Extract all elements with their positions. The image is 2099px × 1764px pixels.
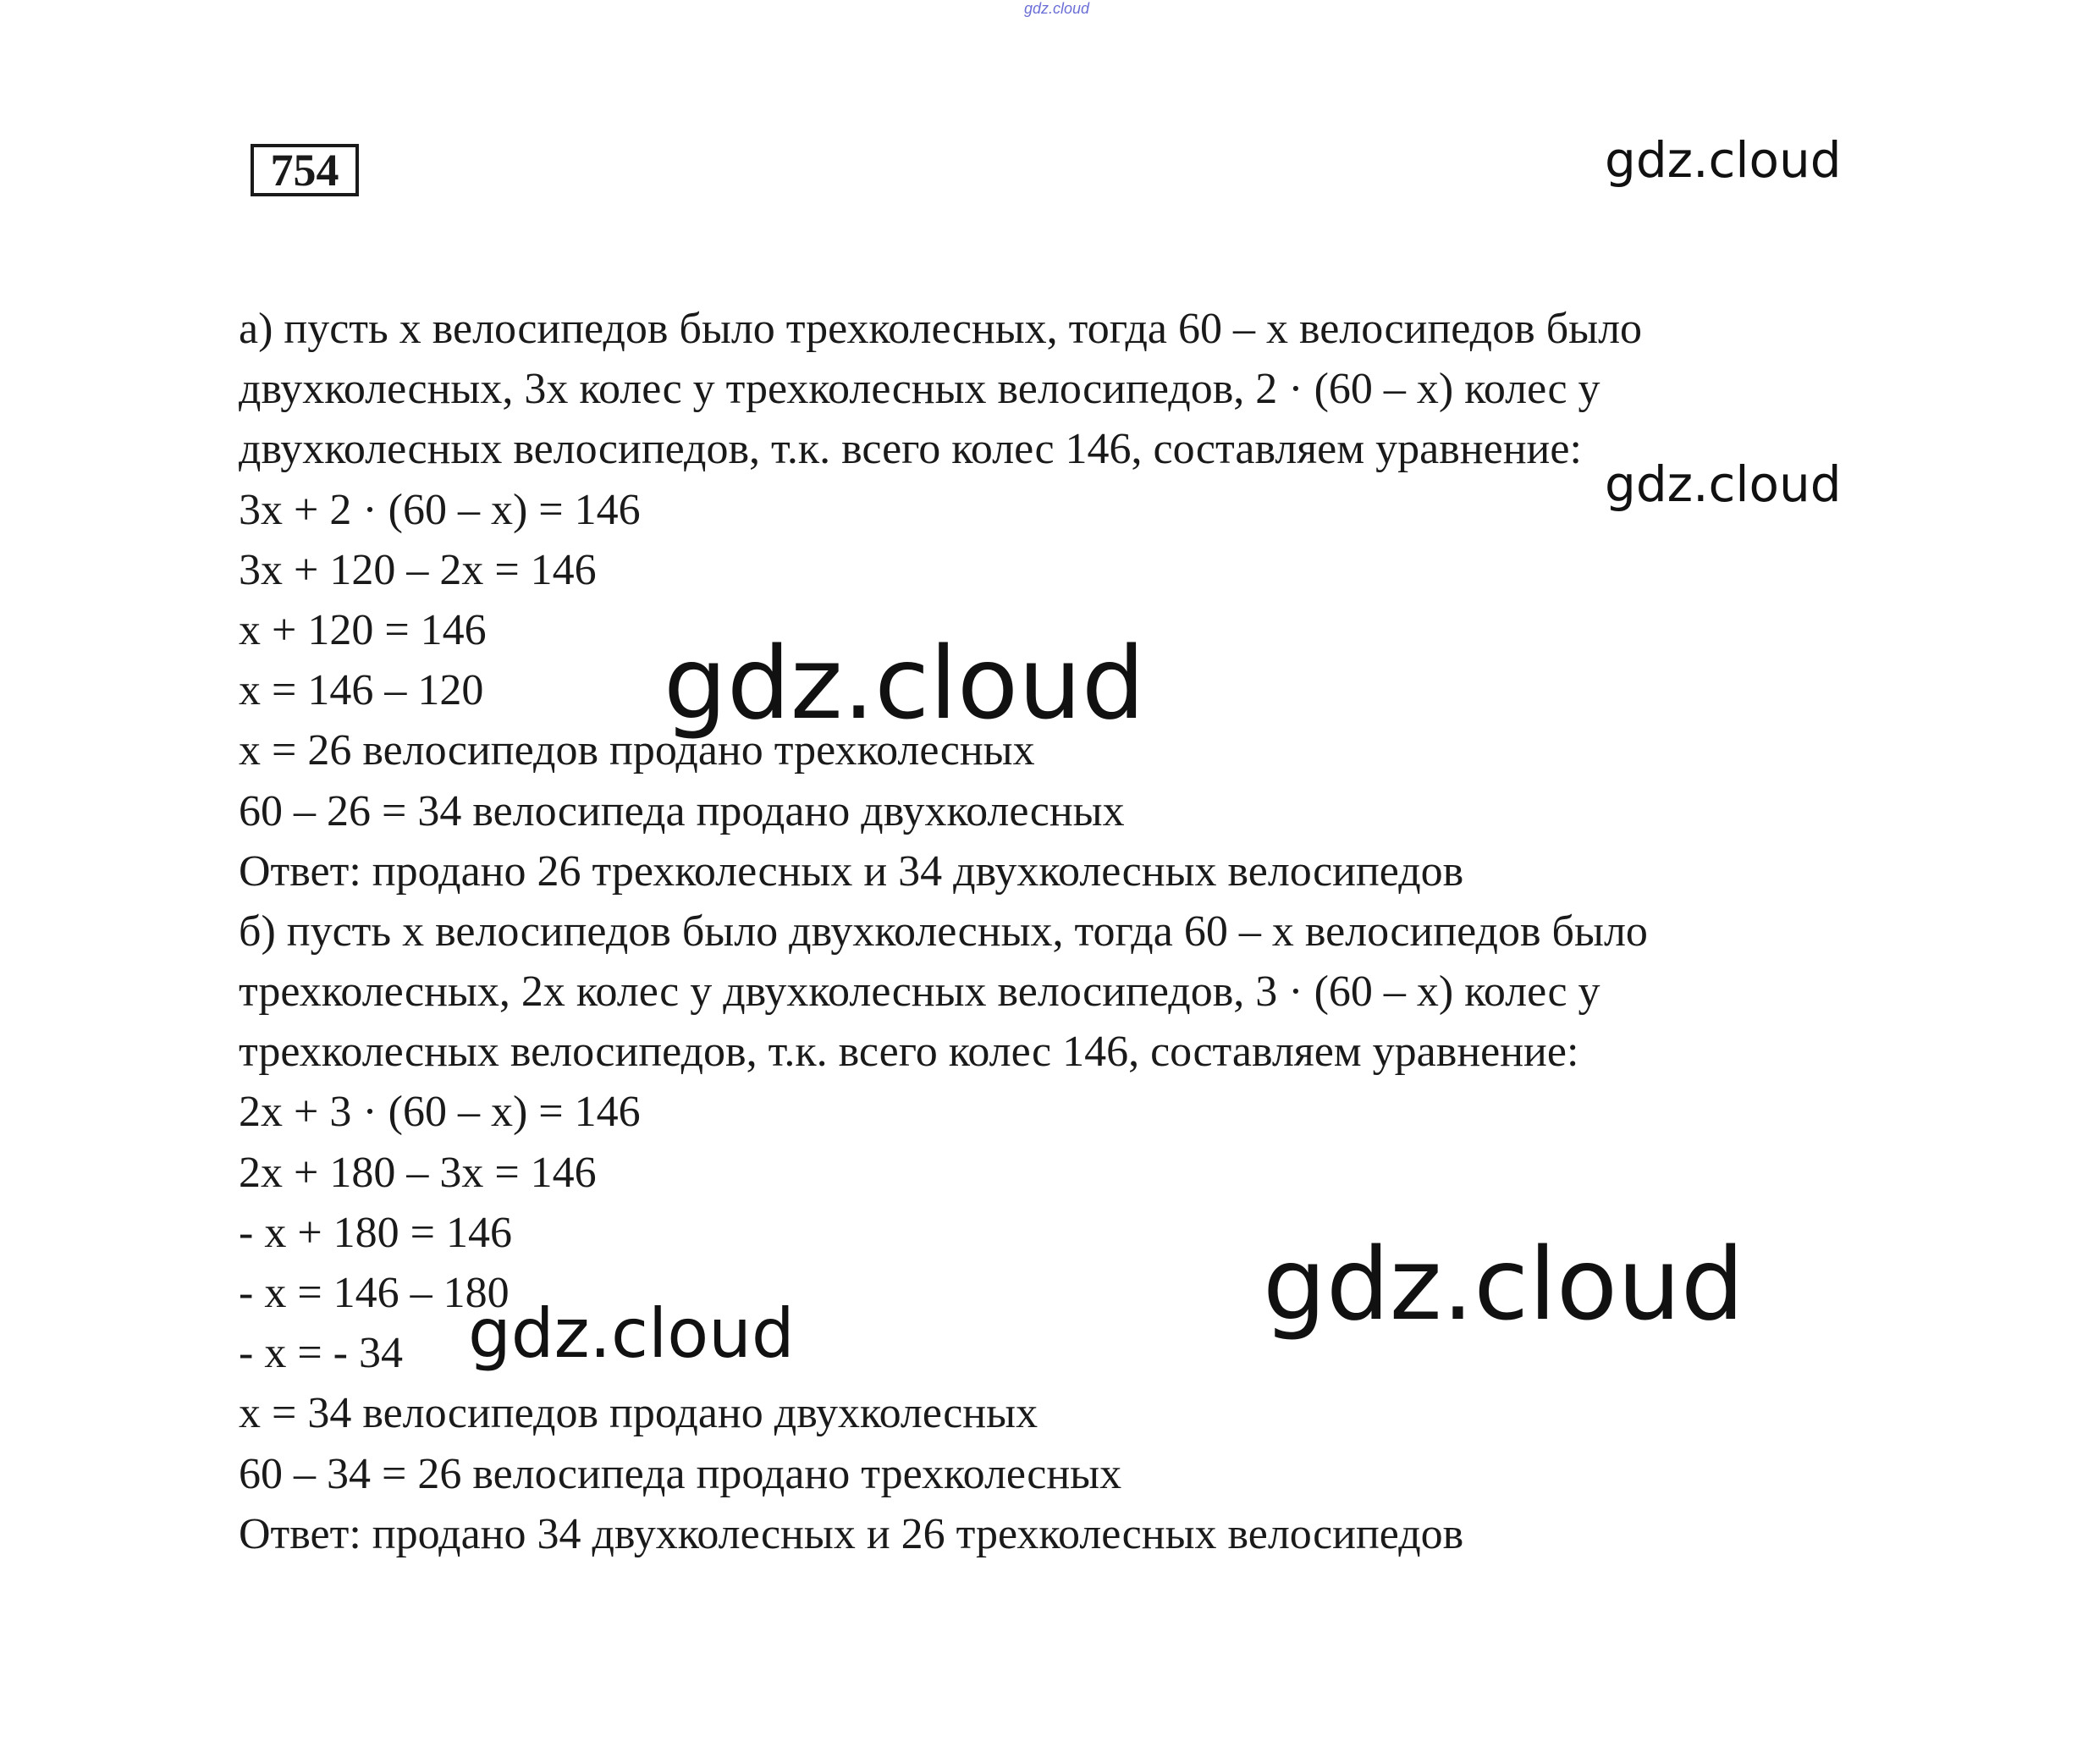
answer-line: Ответ: продано 26 трехколесных и 34 двухколесных велосипедов <box>239 846 1464 896</box>
watermark: gdz.cloud <box>664 625 1145 741</box>
result-line: 60 – 26 = 34 велосипеда продано двухколесных <box>239 786 1125 835</box>
result-line: х = 34 велосипедов продано двухколесных <box>239 1389 1038 1438</box>
solution-line: двухколесных, 3х колес у трехколесных велосипедов, 2 · (60 – х) колес у <box>239 365 1600 414</box>
solution-line: трехколесных, 2х колес у двухколесных велосипедов, 3 · (60 – х) колес у <box>239 967 1600 1017</box>
result-line: 60 – 34 = 26 велосипеда продано трехколесных <box>239 1449 1122 1498</box>
solution-line: б) пусть х велосипедов было двухколесных, тогда 60 – х велосипедов было <box>239 907 1648 956</box>
solution-line: а) пусть х велосипедов было трехколесных, тогда 60 – х велосипедов было <box>239 305 1643 353</box>
equation-line: - х = 146 – 180 <box>239 1269 510 1317</box>
equation-line: - х + 180 = 146 <box>239 1208 512 1257</box>
top-site-mark: gdz.cloud <box>1024 0 1090 17</box>
watermark: gdz.cloud <box>1605 455 1842 513</box>
equation-line: х = 146 – 120 <box>239 666 484 715</box>
result-line: х = 26 велосипедов продано трехколесных <box>239 726 1035 775</box>
equation-line: 2х + 3 · (60 – х) = 146 <box>239 1088 641 1137</box>
answer-line: Ответ: продано 34 двухколесных и 26 трехколесных велосипедов <box>239 1509 1464 1558</box>
watermark: gdz.cloud <box>1605 131 1842 189</box>
equation-line: х + 120 = 146 <box>239 605 487 654</box>
equation-line: - х = - 34 <box>239 1329 403 1378</box>
problem-number-box: 754 <box>251 144 359 196</box>
equation-line: 2х + 180 – 3х = 146 <box>239 1148 597 1197</box>
solution-line: трехколесных велосипедов, т.к. всего колес 146, составляем уравнение: <box>239 1028 1579 1077</box>
equation-line: 3х + 2 · (60 – х) = 146 <box>239 485 641 534</box>
equation-line: 3х + 120 – 2х = 146 <box>239 545 597 594</box>
watermark: gdz.cloud <box>1263 1226 1744 1342</box>
watermark: gdz.cloud <box>468 1294 795 1373</box>
solution-line: двухколесных велосипедов, т.к. всего колес 146, составляем уравнение: <box>239 425 1582 474</box>
